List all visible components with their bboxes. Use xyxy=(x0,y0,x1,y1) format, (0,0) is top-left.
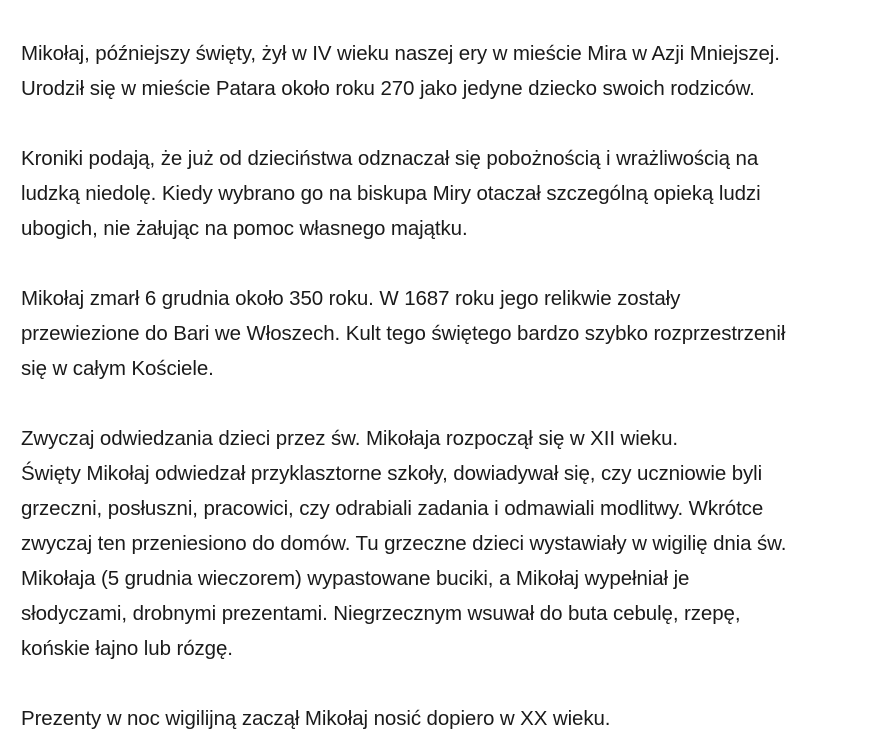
text-line: grzeczni, posłuszni, pracowici, czy odrabiali zadania i odmawiali modlitwy. Wkrótce xyxy=(21,497,764,520)
paragraph-2 xyxy=(21,141,861,246)
text-line: ludzką niedolę. Kiedy wybrano go na biskupa Miry otaczał szczególną opieką ludzi xyxy=(21,182,761,205)
text-line: Zwyczaj odwiedzania dzieci przez św. Mikołaja rozpoczął się w XII wieku. xyxy=(21,427,679,450)
text-line: słodyczami, drobnymi prezentami. Niegrzecznym wsuwał do buta cebulę, rzepę, xyxy=(21,602,741,625)
text-line: Mikołaj, późniejszy święty, żył w IV wieku naszej ery w mieście Mira w Azji Mniejszej. xyxy=(21,42,780,65)
text-line: zwyczaj ten przeniesiono do domów. Tu grzeczne dzieci wystawiały w wigilię dnia św. xyxy=(21,532,787,555)
text-line: końskie łajno lub rózgę. xyxy=(21,637,233,660)
text-line: Urodził się w mieście Patara około roku 270 jako jedyne dziecko swoich rodziców. xyxy=(21,77,755,100)
paragraph-1 xyxy=(21,36,861,106)
text-line: Prezenty w noc wigilijną zaczął Mikołaj nosić dopiero w XX wieku. xyxy=(21,707,611,730)
text-line: Kroniki podają, że już od dzieciństwa odznaczał się pobożnością i wrażliwością na xyxy=(21,147,759,170)
text-line: Mikołaj zmarł 6 grudnia około 350 roku. W 1687 roku jego relikwie zostały xyxy=(21,287,681,310)
text-line: Mikołaja (5 grudnia wieczorem) wypastowane buciki, a Mikołaj wypełniał je xyxy=(21,567,690,590)
paragraph-4 xyxy=(21,421,861,666)
text-line: przewiezione do Bari we Włoszech. Kult tego świętego bardzo szybko rozprzestrzenił xyxy=(21,322,786,345)
text-line: ubogich, nie żałując na pomoc własnego majątku. xyxy=(21,217,468,240)
paragraph-5 xyxy=(21,701,861,736)
paragraph-3 xyxy=(21,281,861,386)
text-line: się w całym Kościele. xyxy=(21,357,214,380)
text-line: Święty Mikołaj odwiedzał przyklasztorne szkoły, dowiadywał się, czy uczniowie byli xyxy=(21,462,763,485)
